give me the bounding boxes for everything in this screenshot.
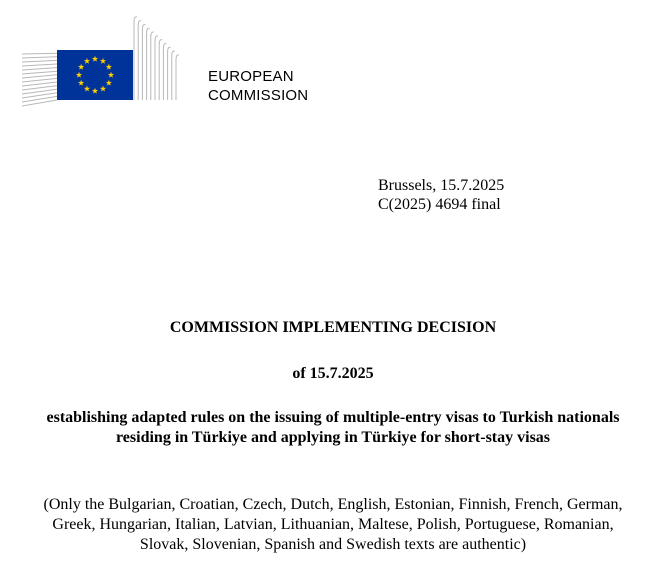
- note-line: (Only the Bulgarian, Croatian, Czech, Dutch, English, Estonian, Finnish, French, German,: [43, 496, 623, 513]
- note-line: Slovak, Slovenian, Spanish and Swedish texts are authentic): [139, 536, 527, 553]
- place-date: Brussels, 15.7.2025: [378, 177, 505, 194]
- organisation-name: [208, 67, 308, 105]
- org-name-line-2: COMMISSION: [208, 87, 309, 104]
- document-title: COMMISSION IMPLEMENTING DECISION: [169, 319, 497, 336]
- subject-line: residing in Türkiye and applying in Türkiye for short-stay visas: [115, 429, 551, 446]
- note-line: Greek, Hungarian, Italian, Latvian, Lithuanian, Maltese, Polish, Portuguese, Romanian,: [52, 516, 614, 533]
- subject-line: establishing adapted rules on the issuing of multiple-entry visas to Turkish nationals: [46, 409, 620, 426]
- document-subject: [0, 408, 666, 448]
- eu-commission-logo-icon: [22, 14, 182, 110]
- document-number: C(2025) 4694 final: [378, 196, 501, 213]
- org-name-line-1: EUROPEAN: [208, 68, 294, 85]
- authentic-languages-note: [0, 495, 666, 555]
- document-date: of 15.7.2025: [292, 365, 374, 382]
- document-reference: [378, 176, 504, 214]
